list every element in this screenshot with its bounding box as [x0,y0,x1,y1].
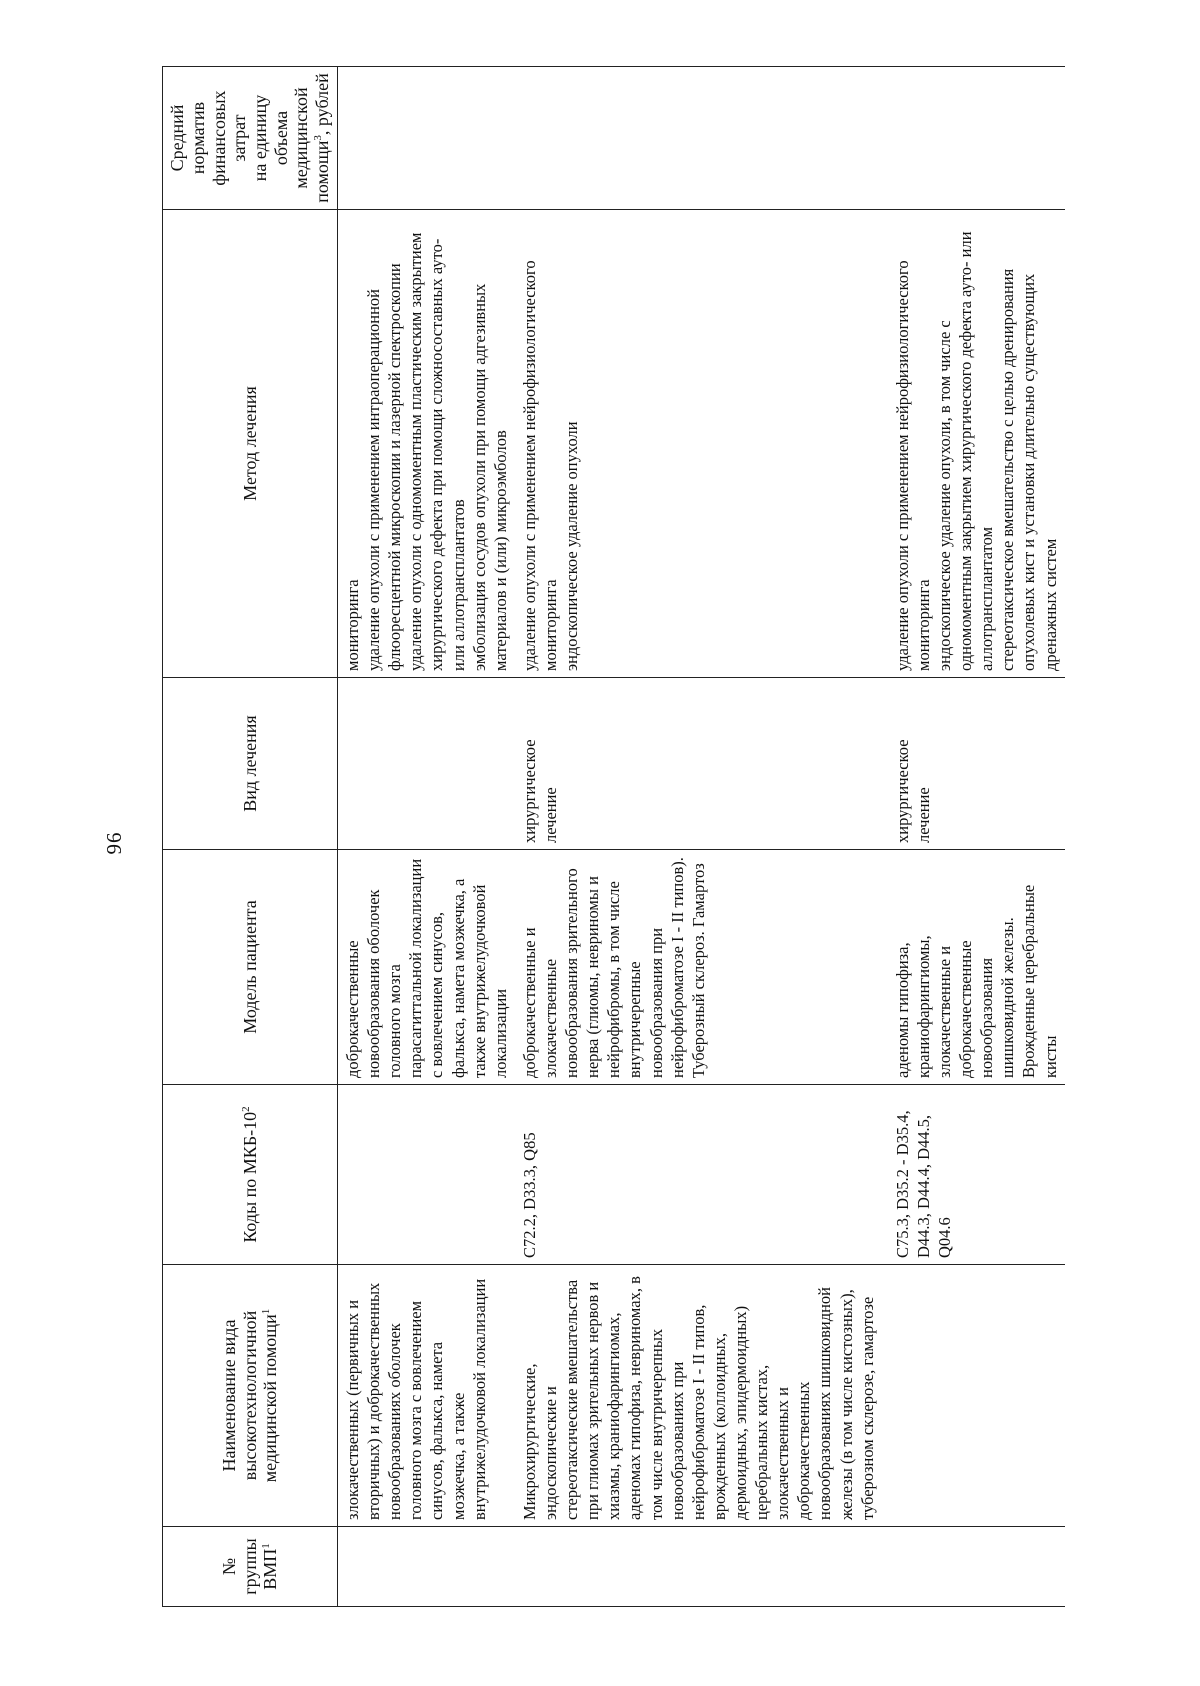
method-item: эмболизация сосудов опухоли при помощи адгезивных материалов и (или) микроэмболов [469,283,510,671]
cell-treatment-method [515,210,882,678]
table-header-row [163,67,338,1607]
cell-patient-model: доброкачественные и злокачественные новообразования зрительного нерва (глиомы, невриномы и нейрофибромы, в том числе внутричерепные новообразования при нейрофиброматозе I - II типов). Туберозный склероз. Гамартоз [515,850,882,1085]
vmp-table [162,66,1065,1607]
cell-group-no [515,1527,882,1607]
cell-treatment-type: хирургическое лечение [515,678,882,850]
cell-treatment-type [338,678,515,850]
method-item: удаление опухоли с применением нейрофизиологического мониторинга [519,260,560,671]
method-item: эндоскопическое удаление опухоли, в том числе с одномоментным закрытием хирургического дефекта ауто- или аллотрансплантатом [934,231,997,671]
cell-icd-codes: C75.3, D35.2 - D35.4, D44.3, D44.4, D44.5, Q04.6 [882,1085,1065,1265]
table-row [882,67,1065,1607]
method-item: удаление опухоли с одномоментным пластическим закрытием хирургического дефекта при помощи сложносоставных ауто- или аллотрансплантатов [406,232,468,671]
cell-vmp-name [882,1265,1065,1527]
method-item: эндоскопическое удаление опухоли [562,421,582,671]
cell-treatment-method [338,210,515,678]
header-vmp-name: Наименование вида высокотехнологичной медицинской помощи$^1$ [163,1265,338,1527]
method-item: удаление опухоли с применением интраоперационной флюоресцентной микроскопии и лазерной спектроскопии [364,263,405,671]
cell-cost [338,67,515,210]
header-cost: Средний норматив финансовых затрат на единицу объема медицинской помощи$^3$, рублей [163,67,338,210]
cell-group-no [338,1527,515,1607]
cell-group-no [882,1527,1065,1607]
header-treatment-type: Вид лечения [163,678,338,850]
cell-patient-model: аденомы гипофиза, краниофарингиомы, злокачественные и доброкачественные новообразования шишковидной железы. Врожденные церебральные кисты [882,850,1065,1085]
header-icd-codes: Коды по МКБ-$10^2$ [163,1085,338,1265]
cell-treatment-type: хирургическое лечение [882,678,1065,850]
cell-vmp-name: злокачественных (первичных и вторичных) и доброкачественных новообразованиях оболочек головного мозга с вовлечением синусов, фалькса, намета мозжечка, а также внутрижелудочковой локализации [338,1265,515,1527]
page-number: 96 [102,831,126,855]
cell-cost [882,67,1065,210]
method-item: удаление опухоли с применением нейрофизиологического мониторинга [892,260,933,671]
header-group-no: № группы ВМП$^1$ [163,1527,338,1607]
method-item: мониторинга [343,579,362,671]
header-patient-model: Модель пациента [163,850,338,1085]
cell-patient-model: доброкачественные новообразования оболочек головного мозга парасагиттальной локализации с вовлечением синусов, фалькса, намета мозжечка, а также внутрижелудочковой локализации [338,850,515,1085]
cell-vmp-name: Микрохирургические, эндоскопические и стереотаксические вмешательства при глиомах зрительных нервов и хиазмы, краниофарингиомах, аденомах гипофиза, невриномах, в том числе внутричерепных новообразованиях при нейрофиброматозе I - II типов, врожденных (коллоидных, дермоидных, эпидермоидных) церебральных кистах, злокачественных и доброкачественных новообразованиях шишковидной железы (в том числе кистозных), туберозном склерозе, гамартозе [515,1265,882,1527]
cell-icd-codes [338,1085,515,1265]
cell-icd-codes: C72.2, D33.3, Q85 [515,1085,882,1265]
cell-cost [515,67,882,210]
table-row [515,67,882,1607]
method-item: стереотаксическое вмешательство с целью дренирования опухолевых кист и установки длительно существующих дренажных систем [998,268,1060,671]
cell-treatment-method [882,210,1065,678]
header-treatment-method: Метод лечения [163,210,338,678]
table-row [338,67,515,1607]
